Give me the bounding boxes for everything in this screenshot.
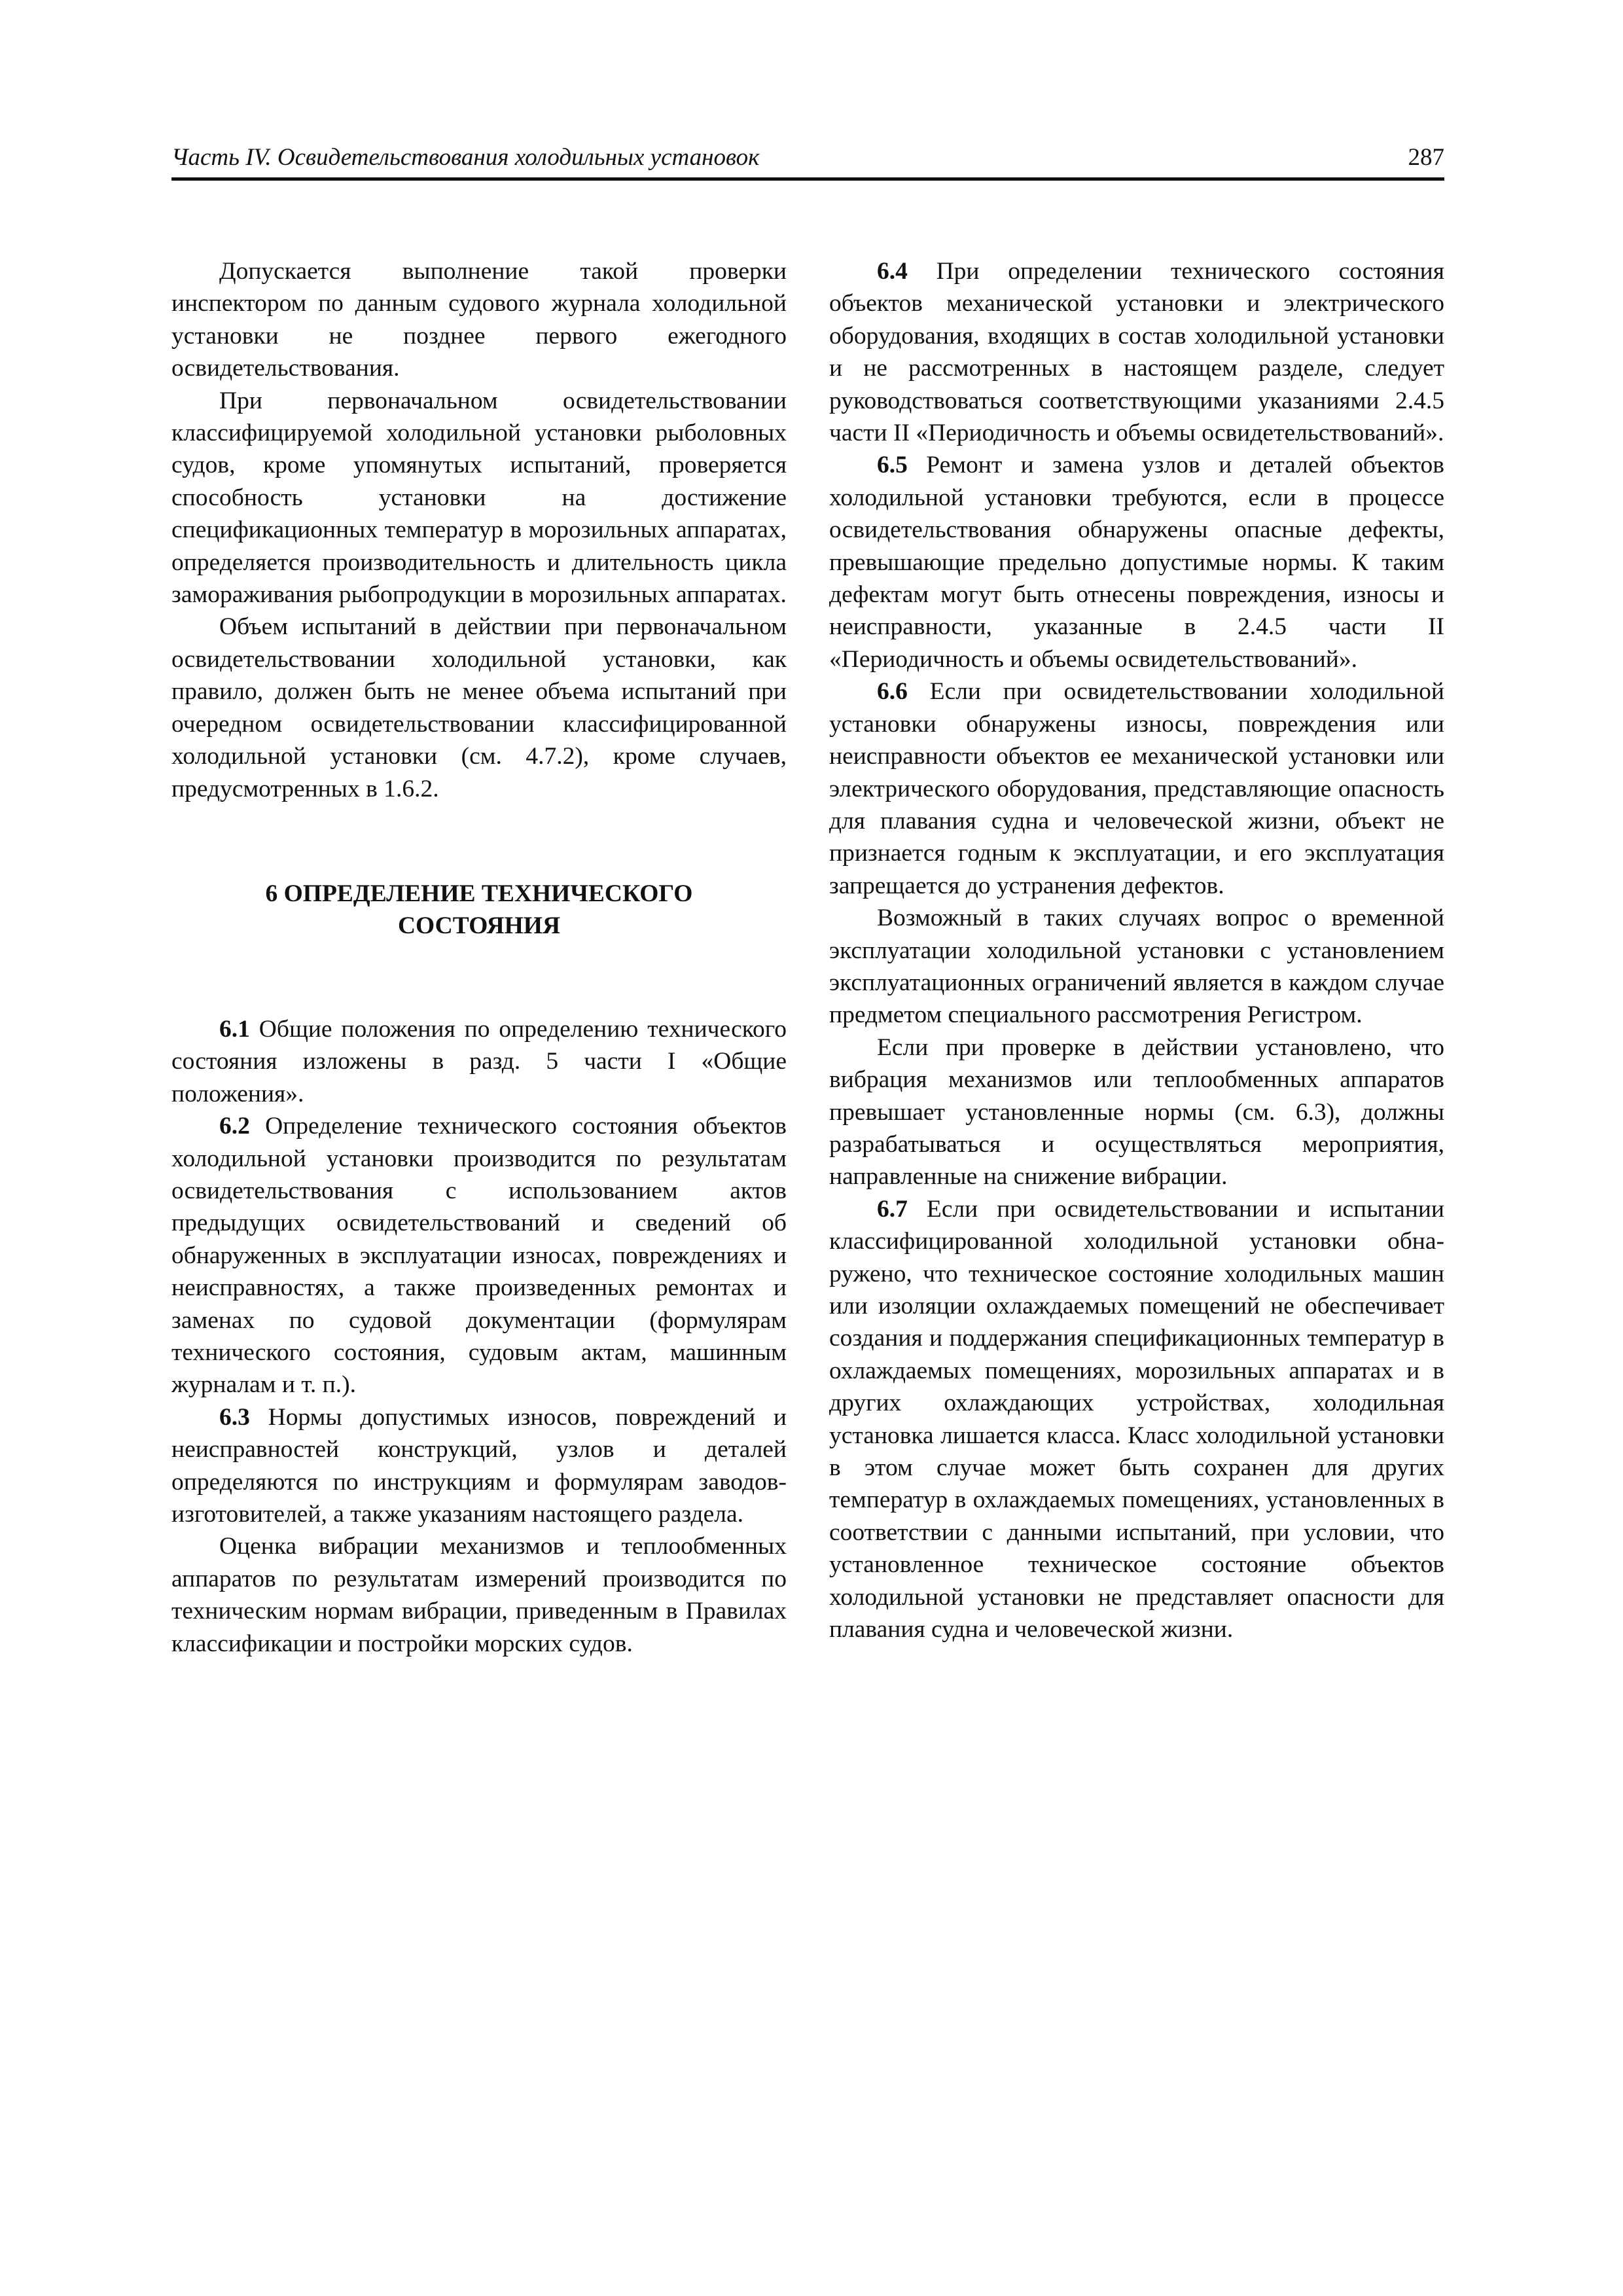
- clause-number: 6.7: [877, 1195, 908, 1223]
- clause-number: 6.5: [877, 452, 908, 479]
- clause-6-7: [829, 1193, 1444, 1646]
- paragraph-vibration-excess: Если при проверке в действии установлено, что вибрация механизмов или теплообменных аппаратов превышает установленные нормы (см. 6.3), должны разрабатываться и осуществляться мероприятия, направленные на снижение вибрации.: [829, 1033, 1444, 1191]
- page-number: 287: [1408, 144, 1444, 171]
- running-header: [171, 141, 1444, 181]
- section-heading-line-2: СОСТОЯНИЯ: [397, 912, 561, 939]
- header-title: Часть IV. Освидетельствования холодильных установок: [171, 144, 760, 171]
- clause-number: 6.2: [219, 1113, 250, 1140]
- clause-6-1: [171, 1013, 787, 1110]
- clause-number: 6.1: [219, 1015, 250, 1043]
- right-column: [829, 255, 1444, 1645]
- paragraph-inspection-check: Допускается выполнение такой проверки инспектором по данным судового журнала холодильной установки не позднее первого ежегодного освидетельствования.: [171, 258, 787, 382]
- clause-6-6: [829, 675, 1444, 902]
- clause-text: Ремонт и замена узлов и деталей объектов холодильной установки требуются, если в процессе освидетельствования обнаружены опасные дефекты, превышающие предельно допустимые нормы. К таким дефектам могут быть отнесены повреждения, износы и неисправности, указанные в 2.4.5 части II «Периодичность и объемы освидетельствований».: [829, 452, 1444, 673]
- clause-6-2: [171, 1110, 787, 1401]
- left-column: [171, 255, 787, 1660]
- clause-number: 6.3: [219, 1403, 250, 1431]
- paragraph-test-scope: Объем испытаний в действии при первоначальном освидетельствовании холодильной установки, как правило, должен быть не менее объема испытаний при очередном освидетельствовании классифицированной холодильной установки (см. 4.7.2), кроме случаев, предусмотренных в 1.6.2.: [171, 613, 787, 802]
- clause-6-3: [171, 1401, 787, 1531]
- clause-number: 6.4: [877, 258, 908, 285]
- section-heading-line-1: 6 ОПРЕДЕЛЕНИЕ ТЕХНИЧЕСКОГО: [265, 880, 693, 907]
- clause-text: При определении технического состояния объектов механической установки и электрического оборудования, входящих в состав холодильной установки и не рассмотренных в настоящем разделе, следует руководствоваться соответствующими указаниями 2.4.5 части II «Периодичность и объемы освидетельствований».: [829, 258, 1444, 447]
- clause-text: Определение технического состояния объектов холодильной установки производится по результатам освидетельствования с использованием актов предыдущих освидетельствований и сведений об обнаруженных в эксплуатации износах, повреждениях и неисправностях, а также произведенных ремонтах и заменах по судовой документации (формулярам технического состояния, судовым актам, машинным журналам и т. п.).: [171, 1113, 787, 1399]
- paragraph-vibration-assessment: Оценка вибрации механизмов и теплообменных аппаратов по результатам измерений производится по техническим нормам вибрации, приведенным в Правилах классификации и постройки морских судов.: [171, 1533, 787, 1657]
- clause-text: Если при освидетельствовании холодильной установки обнаружены износы, повреждения или неисправности объектов ее механической установки или электрического оборудования, представляющие опасность для плавания судна и человеческой жизни, объект не признается годным к эксплуатации, и его эксплуатация запрещается до устранения дефектов.: [829, 678, 1444, 899]
- clause-text: Общие положения по определению технического состояния изложены в разд. 5 части I «Общие положения».: [171, 1015, 787, 1107]
- paragraph-initial-survey: При первоначальном освидетельствовании классифицируемой холодильной установки рыболовных судов, кроме упомянутых испытаний, проверяется способность установки на достижение спецификационных температур в морозильных аппаратах, определяется производительность и длительность цикла замораживания рыбопродукции в морозильных аппаратах.: [171, 387, 787, 609]
- clause-text: Если при освидетельствовании и испытании классифицированной холодильной установки обнаружено, что техническое состояние холодильных машин или изоляции охлаждаемых помещений не обеспечивает создания и поддержания спецификационных температур в охлаждаемых помещениях, морозильных аппаратах и в других охлаждающих устройствах, холодильная установка лишается класса. Класс холодильной установки в этом случае может быть сохранен для других температур в охлаждаемых помещениях, установленных в соответствии с данными испытаний, при условии, что установленное техническое состояние объектов холодильной установки не представляет опасности для плавания судна и человеческой жизни.: [829, 1195, 1444, 1643]
- paragraph-temporary-operation: Возможный в таких случаях вопрос о временной эксплуатации холодильной установки с установлением эксплуатационных ограничений является в каждом случае предметом специального рассмотрения Регистром.: [829, 905, 1444, 1029]
- clause-6-4: [829, 255, 1444, 449]
- clause-number: 6.6: [877, 678, 908, 706]
- clause-text: Нормы допустимых износов, повреждений и неисправностей конструкций, узлов и деталей определяются по инструкциям и формулярам заводов-изготовителей, а также указаниям настоящего раздела.: [171, 1403, 787, 1528]
- clause-6-5: [829, 449, 1444, 675]
- section-heading: [171, 878, 787, 942]
